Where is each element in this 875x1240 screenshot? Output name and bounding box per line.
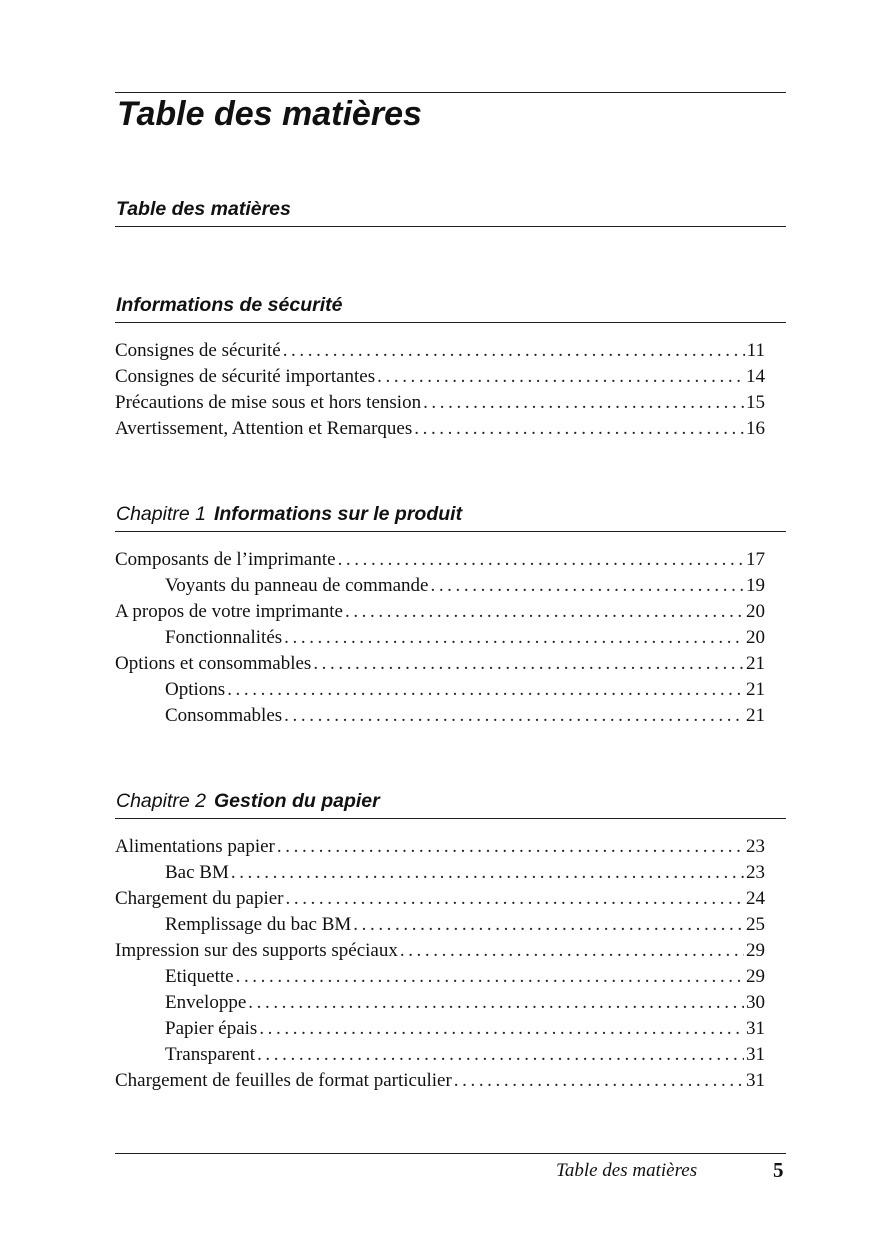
toc-entry-label: Transparent	[165, 1044, 256, 1065]
toc-entry-page: 21	[746, 705, 765, 726]
toc-entry[interactable]	[115, 938, 765, 964]
toc-entry-label: Remplissage du bac BM	[165, 914, 352, 935]
toc-entry-label: Options et consommables	[115, 653, 312, 674]
chapter-label: Chapitre 2	[116, 790, 206, 812]
toc-entry-label: Précautions de mise sous et hors tension	[115, 392, 422, 413]
toc-entry-page: 19	[746, 575, 765, 596]
toc-entry-page: 24	[746, 888, 765, 909]
section-heading-toc	[116, 200, 291, 220]
dot-leader	[284, 703, 744, 729]
toc-entry[interactable]	[115, 547, 765, 573]
toc-entry-page: 29	[746, 966, 765, 987]
footer-title: Table des matières	[556, 1160, 698, 1181]
footer-rule	[115, 1153, 786, 1154]
dot-leader	[248, 990, 744, 1016]
toc-entry[interactable]	[115, 651, 765, 677]
toc-entry-label: Options	[165, 679, 226, 700]
toc-entry-page: 16	[746, 418, 765, 439]
toc-entry-page: 15	[746, 392, 765, 413]
section-heading-chapter-2	[116, 792, 380, 812]
dot-leader	[284, 625, 744, 651]
toc-entry-page: 23	[746, 862, 765, 883]
toc-entry-page: 31	[746, 1070, 765, 1091]
dot-leader	[286, 886, 745, 912]
toc-entry[interactable]	[115, 625, 765, 651]
toc-entry[interactable]	[115, 860, 765, 886]
toc-entry-label: Avertissement, Attention et Remarques	[115, 418, 413, 439]
dot-leader	[313, 651, 744, 677]
section-heading-text: Informations sur le produit	[213, 503, 463, 525]
toc-entry-page: 14	[746, 366, 765, 387]
top-rule	[115, 92, 786, 93]
toc-entry-label: Fonctionnalités	[165, 627, 283, 648]
toc-entry[interactable]	[115, 834, 765, 860]
toc-entry[interactable]	[115, 912, 765, 938]
toc-entry-label: Composants de l’imprimante	[115, 549, 336, 570]
section-heading-text: Table des matières	[116, 198, 291, 220]
dot-leader	[377, 364, 744, 390]
toc-entry-page: 25	[746, 914, 765, 935]
dot-leader	[353, 912, 744, 938]
toc-entry-page: 31	[746, 1018, 765, 1039]
section-heading-text: Gestion du papier	[213, 790, 380, 812]
toc-entry-label: Etiquette	[165, 966, 234, 987]
toc-entry[interactable]	[115, 1068, 765, 1094]
toc-entry[interactable]	[115, 390, 765, 416]
toc-entry-label: Bac BM	[165, 862, 229, 883]
toc-entry-label: Voyants du panneau de commande	[165, 575, 429, 596]
chapter-label: Chapitre 1	[116, 503, 206, 525]
dot-leader	[277, 834, 744, 860]
dot-leader	[414, 416, 744, 442]
section-rule	[115, 226, 786, 227]
toc-entry-label: Chargement du papier	[115, 888, 284, 909]
toc-entry-label: Enveloppe	[165, 992, 247, 1013]
toc-entry-page: 30	[746, 992, 765, 1013]
dot-leader	[259, 1016, 744, 1042]
toc-entry-page: 23	[746, 836, 765, 857]
toc-entry[interactable]	[115, 677, 765, 703]
dot-leader	[236, 964, 744, 990]
toc-entry-label: A propos de votre imprimante	[115, 601, 343, 622]
dot-leader	[283, 338, 745, 364]
toc-entry-page: 21	[746, 679, 765, 700]
dot-leader	[454, 1068, 744, 1094]
toc-entry-label: Consommables	[165, 705, 283, 726]
toc-list-chapter-1	[115, 547, 765, 729]
toc-entry[interactable]	[115, 703, 765, 729]
toc-entry[interactable]	[115, 599, 765, 625]
toc-entry-label: Alimentations papier	[115, 836, 275, 857]
dot-leader	[227, 677, 744, 703]
toc-entry[interactable]	[115, 416, 765, 442]
section-heading-text: Informations de sécurité	[116, 294, 343, 316]
toc-list-chapter-2	[115, 834, 765, 1094]
dot-leader	[345, 599, 744, 625]
toc-entry[interactable]	[115, 964, 765, 990]
section-heading-safety	[116, 296, 342, 316]
toc-entry-label: Chargement de feuilles de format particulier	[115, 1070, 452, 1091]
toc-entry-page: 29	[746, 940, 765, 961]
toc-entry-page: 20	[746, 601, 765, 622]
toc-entry[interactable]	[115, 886, 765, 912]
footer-page-number: 5	[773, 1158, 784, 1182]
toc-entry-page: 11	[746, 340, 765, 361]
toc-entry[interactable]	[115, 1016, 765, 1042]
dot-leader	[231, 860, 744, 886]
toc-entry-page: 20	[746, 627, 765, 648]
section-heading-chapter-1	[116, 505, 462, 525]
section-rule	[115, 322, 786, 323]
toc-entry-page: 21	[746, 653, 765, 674]
toc-entry[interactable]	[115, 338, 765, 364]
toc-entry-page: 31	[746, 1044, 765, 1065]
toc-entry-label: Papier épais	[165, 1018, 258, 1039]
dot-leader	[400, 938, 744, 964]
toc-entry-label: Consignes de sécurité	[115, 340, 281, 361]
toc-entry[interactable]	[115, 990, 765, 1016]
dot-leader	[423, 390, 744, 416]
toc-entry[interactable]	[115, 364, 765, 390]
section-rule	[115, 531, 786, 532]
section-rule	[115, 818, 786, 819]
dot-leader	[257, 1042, 744, 1068]
toc-list-safety	[115, 338, 765, 442]
page-title: Table des matières	[117, 95, 422, 133]
dot-leader	[430, 573, 744, 599]
toc-entry[interactable]	[115, 1042, 765, 1068]
toc-entry[interactable]	[115, 573, 765, 599]
toc-entry-label: Impression sur des supports spéciaux	[115, 940, 398, 961]
dot-leader	[338, 547, 744, 573]
toc-entry-page: 17	[746, 549, 765, 570]
toc-entry-label: Consignes de sécurité importantes	[115, 366, 376, 387]
